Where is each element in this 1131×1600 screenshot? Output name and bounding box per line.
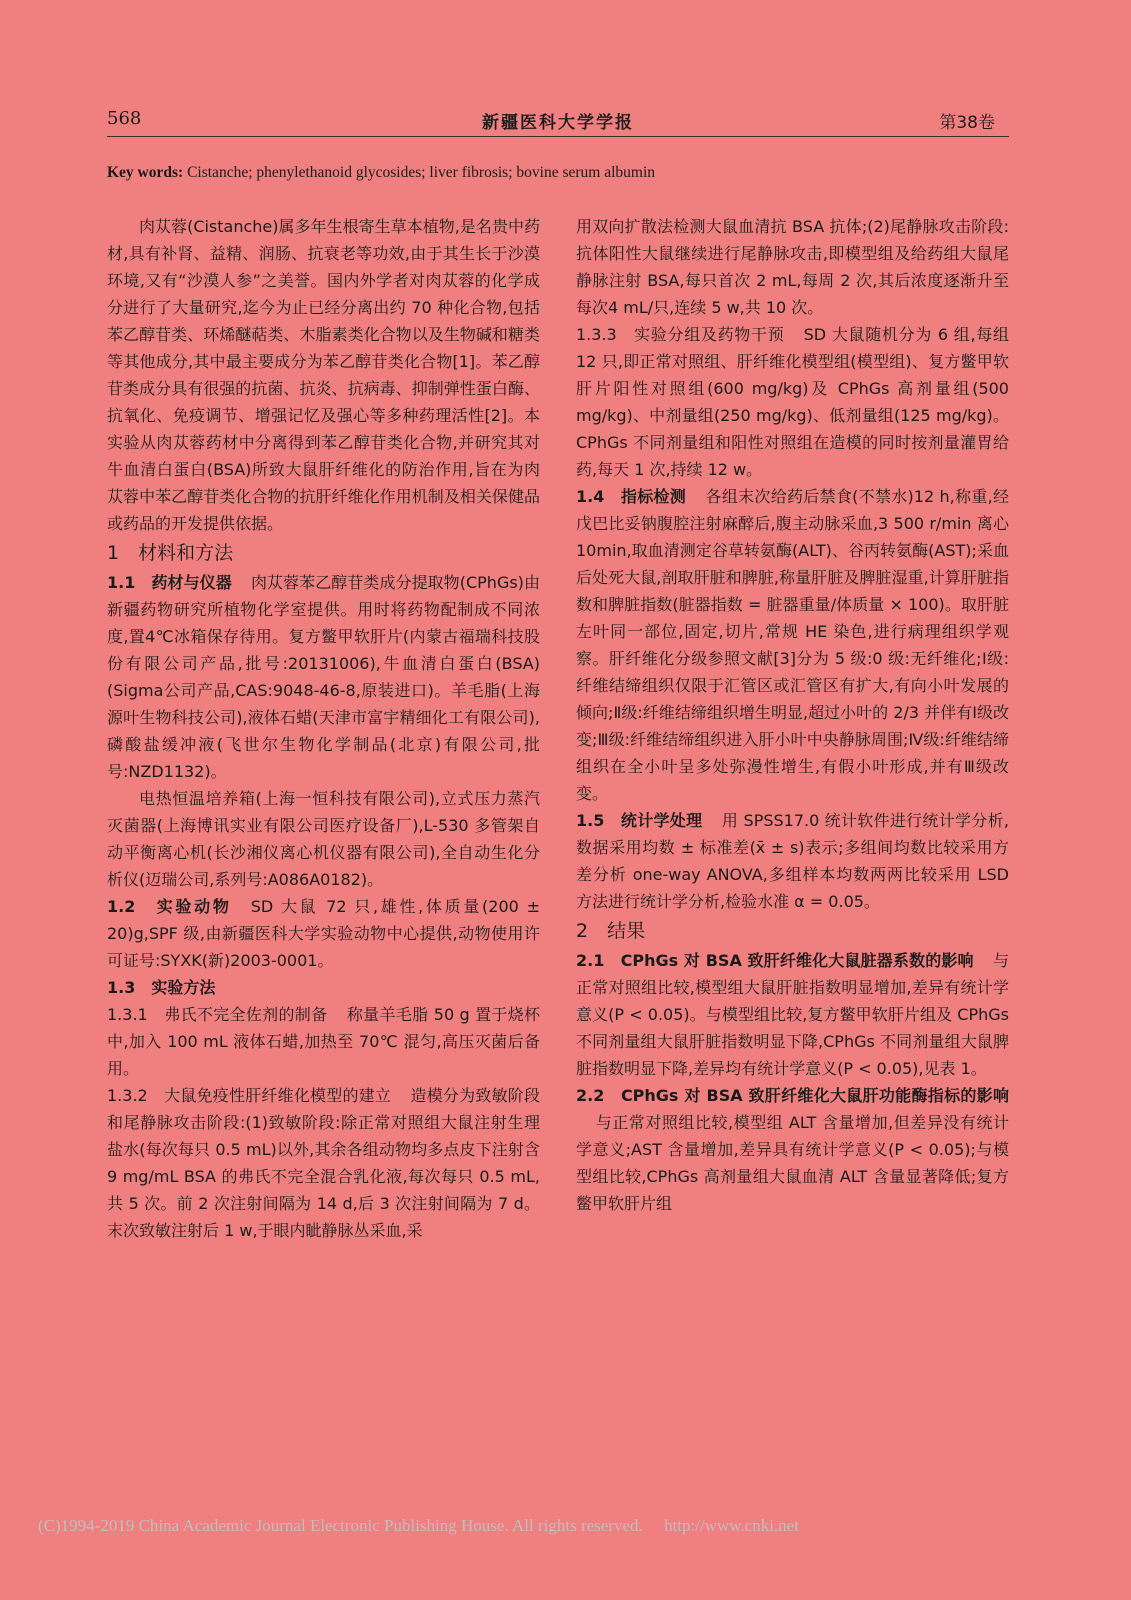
paragraph (107, 1001, 540, 1082)
section-heading: 1 材料和方法 (107, 542, 234, 564)
intro-paragraph: 肉苁蓉(Cistanche)属多年生根寄生草本植物,是名贵中药材,具有补肾、益精、润肠、抗衰老等功效,由于其生长于沙漠环境,又有“沙漠人参”之美誉。国内外学者对肉苁蓉的化学成分进行了大量研究,迄今为止已经分离出约 70 种化合物,包括苯乙醇苷类、环烯醚萜类、木脂素类化合物以及生物碱和糖类等其他成分,其中最主要成分为苯乙醇苷类化合物[1]。苯乙醇苷类成分具有很强的抗菌、抗炎、抗病毒、抑制弹性蛋白酶、抗氧化、免疫调节、增强记忆及强心等多种药理活性[2]。本实验从肉苁蓉药材中分离得到苯乙醇苷类化合物,并研究其对牛血清白蛋白(BSA)所致大鼠肝纤维化的防治作用,旨在为肉苁蓉中苯乙醇苷类化合物的抗肝纤维化作用机制及相关保健品或药品的开发提供依据。 (107, 217, 540, 533)
subsubsection-heading: 1.3.1 弗氏不完全佐剂的制备 (107, 1005, 328, 1024)
subsection-heading: 1.4 指标检测 (576, 487, 687, 506)
paragraph-text: 与正常对照组比较,模型组大鼠肝脏指数明显增加,差异有统计学意义(P < 0.05)。与模型组比较,复方鳖甲软肝片组及 CPhGs 不同剂量组大鼠肝脏指数明显下降,CPhGs 不同剂量组大鼠脾脏指数明显下降,差异均有统计学意义(P < 0.05),见表 1。 (576, 951, 1009, 1078)
left-column (107, 213, 540, 1244)
paragraph-text: SD 大鼠随机分为 6 组,每组 12 只,即正常对照组、肝纤维化模型组(模型组)、复方鳖甲软肝片阳性对照组(600 mg/kg)及 CPhGs 高剂量组(500 mg/kg)、中剂量组(250 mg/kg)、低剂量组(125 mg/kg)。CPhGs 不同剂量组和阳性对照组在造模的同时按剂量灌胃给药,每天 1 次,持续 12 w。 (576, 325, 1009, 479)
keywords-text: Cistanche; phenylethanoid glycosides; liver fibrosis; bovine serum albumin (183, 164, 656, 181)
paragraph-text: 肉苁蓉苯乙醇苷类成分提取物(CPhGs)由新疆药物研究所植物化学室提供。用时将药物配制成不同浓度,置4℃冰箱保存待用。复方鳖甲软肝片(内蒙古福瑞科技股份有限公司产品,批号:20131006),牛血清白蛋白(BSA)(Sigma公司产品,CAS:9048-46-8,原装进口)。羊毛脂(上海源叶生物科技公司),液体石蜡(天津市富宇精细化工有限公司),磷酸盐缓冲液(飞世尔生物化学制品(北京)有限公司,批号:NZD1132)。 (107, 573, 540, 781)
volume-label: 第38卷 (939, 113, 995, 133)
paragraph-text: 称量羊毛脂 50 g 置于烧杯中,加入 100 mL 液体石蜡,加热至 70℃ 混匀,高压灭菌后备用。 (107, 1005, 540, 1078)
subsection-heading: 1.2 实验动物 (107, 897, 232, 916)
copyright-footer (38, 1516, 1098, 1536)
subsubsection-heading: 1.3.2 大鼠免疫性肝纤维化模型的建立 (107, 1086, 392, 1105)
paragraph (576, 947, 1009, 1082)
section-heading: 2 结果 (576, 920, 646, 942)
running-head (107, 108, 1009, 137)
right-column (576, 213, 1009, 1217)
paragraph (576, 321, 1009, 483)
subsection-heading: 1.1 药材与仪器 (107, 573, 232, 592)
copyright-text: (C)1994-2019 China Academic Journal Electronic Publishing House. All rights reserved. (38, 1516, 643, 1535)
subsection-heading: 1.3 实验方法 (107, 978, 216, 997)
paragraph (576, 807, 1009, 915)
subsection-heading: 1.5 统计学处理 (576, 811, 703, 830)
equipment-paragraph: 电热恒温培养箱(上海一恒科技有限公司),立式压力蒸汽灭菌器(上海博讯实业有限公司医疗设备厂),L-530 多管架自动平衡离心机(长沙湘仪离心机仪器有限公司),全自动生化分析仪(迈瑞公司,系列号:A086A0182)。 (107, 789, 540, 889)
paragraph-text: 造模分为致敏阶段和尾静脉攻击阶段:(1)致敏阶段:除正常对照组大鼠注射生理盐水(每次每只 0.5 mL)以外,其余各组动物均多点皮下注射含 9 mg/mL BSA 的弗氏不完全混合乳化液,每次每只 0.5 mL,共 5 次。前 2 次注射间隔为 14 d,后 3 次注射间隔为 7 d。末次致敏注射后 1 w,于眼内眦静脉丛采血,采 (107, 1086, 540, 1240)
subsection-heading: 2.2 CPhGs 对 BSA 致肝纤维化大鼠肝功能酶指标的影响 (576, 1086, 1009, 1105)
paragraph (107, 893, 540, 974)
paragraph (107, 1082, 540, 1244)
subsection-heading: 2.1 CPhGs 对 BSA 致肝纤维化大鼠脏器系数的影响 (576, 951, 974, 970)
paragraph (576, 483, 1009, 807)
journal-title: 新疆医科大学学报 (482, 113, 634, 133)
paragraph-text: 与正常对照组比较,模型组 ALT 含量增加,但差异没有统计学意义;AST 含量增加,差异具有统计学意义(P < 0.05);与模型组比较,CPhGs 高剂量组大鼠血清 ALT 含量显著降低;复方鳖甲软肝片组 (576, 1113, 1009, 1213)
paragraph (576, 1082, 1009, 1217)
keywords-label: Key words: (107, 164, 184, 181)
paragraph (107, 569, 540, 785)
paragraph-text: 用 SPSS17.0 统计软件进行统计学分析,数据采用均数 ± 标准差(x̄ ± s)表示;多组间均数比较采用方差分析 one-way ANOVA,多组样本均数两两比较采用 LSD 方法进行统计学分析,检验水准 α = 0.05。 (576, 811, 1009, 911)
paragraph-text: SD 大鼠 72 只,雄性,体质量(200 ± 20)g,SPF 级,由新疆医科大学实验动物中心提供,动物使用许可证号:SYXK(新)2003-0001。 (107, 897, 540, 970)
subsubsection-heading: 1.3.3 实验分组及药物干预 (576, 325, 785, 344)
page-number: 568 (107, 108, 142, 129)
keywords (107, 164, 1009, 182)
continued-paragraph: 用双向扩散法检测大鼠血清抗 BSA 抗体;(2)尾静脉攻击阶段:抗体阳性大鼠继续进行尾静脉攻击,即模型组及给药组大鼠尾静脉注射 BSA,每只首次 2 mL,每周 2 次,其后浓度逐渐升至每次4 mL/只,连续 5 w,共 10 次。 (576, 217, 1009, 317)
footer-url: http://www.cnki.net (664, 1516, 799, 1535)
paragraph-text: 各组末次给药后禁食(不禁水)12 h,称重,经戊巴比妥钠腹腔注射麻醉后,腹主动脉采血,3 500 r/min 离心 10min,取血清测定谷草转氨酶(ALT)、谷丙转氨酶(AST);采血后处死大鼠,剖取肝脏和脾脏,称量肝脏及脾脏湿重,计算肝脏指数和脾脏指数(脏器指数 = 脏器重量/体质量 × 100)。取肝脏左叶同一部位,固定,切片,常规 HE 染色,进行病理组织学观察。肝纤维化分级参照文献[3]分为 5 级:0 级:无纤维化;Ⅰ级:纤维结缔组织仅限于汇管区或汇管区有扩大,有向小叶发展的倾向;Ⅱ级:纤维结缔组织增生明显,超过小叶的 2/3 并伴有Ⅰ级改变;Ⅲ级:纤维结缔组织进入肝小叶中央静脉周围;Ⅳ级:纤维结缔组织在全小叶呈多处弥漫性增生,有假小叶形成,并有Ⅲ级改变。 (576, 487, 1009, 803)
